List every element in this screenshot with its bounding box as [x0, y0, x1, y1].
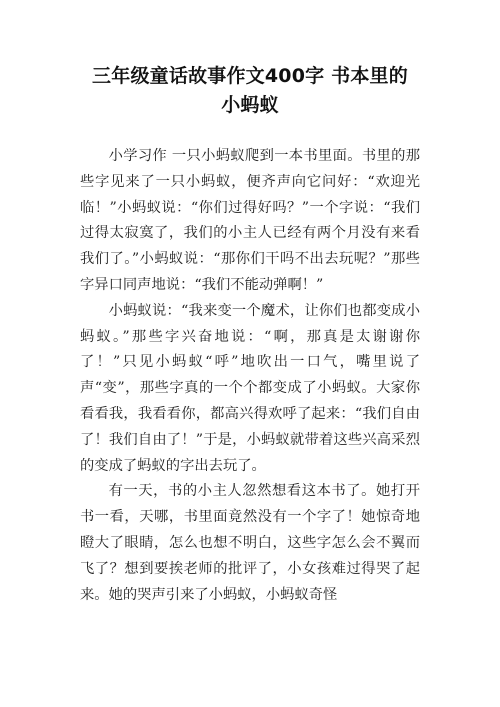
title-line-1: 三年级童话故事作文400字 书本里的 — [92, 65, 408, 87]
document-body — [80, 144, 420, 608]
title-line-2: 小蚂蚁 — [221, 94, 279, 116]
paragraph-1: 小学习作 一只小蚂蚁爬到一本书里面。书里的那些字见来了一只小蚂蚁，便齐声向它问好：“欢迎光临！”小蚂蚁说：“你们过得好吗？”一个字说：“我们过得太寂寞了，我们的小主人已经有两个月没有来看我们了。”小蚂蚁说：“那你们干吗不出去玩呢？”那些字异口同声地说：“我们不能动弹啊！” — [80, 148, 420, 293]
paragraph-3: 有一天，书的小主人忽然想看这本书了。她打开书一看，天哪，书里面竟然没有一个字了！她惊奇地瞪大了眼睛，怎么也想不明白，这些字怎么会不翼而飞了？想到要挨老师的批评了，小女孩难过得哭了起来。她的哭声引来了小蚂蚁，小蚂蚁奇怪 — [80, 483, 420, 603]
document-title — [80, 62, 420, 120]
paragraph-2: 小蚂蚁说：“我来变一个魔术，让你们也都变成小蚂蚁。”那些字兴奋地说：“啊，那真是太谢谢你了！”只见小蚂蚁“呼”地吹出一口气，嘴里说了声“变”，那些字真的一个个都变成了小蚂蚁。大家你看看我，我看看你，都高兴得欢呼了起来：“我们自由了！我们自由了！”于是，小蚂蚁就带着这些兴高采烈的变成了蚂蚁的字出去玩了。 — [80, 302, 420, 474]
